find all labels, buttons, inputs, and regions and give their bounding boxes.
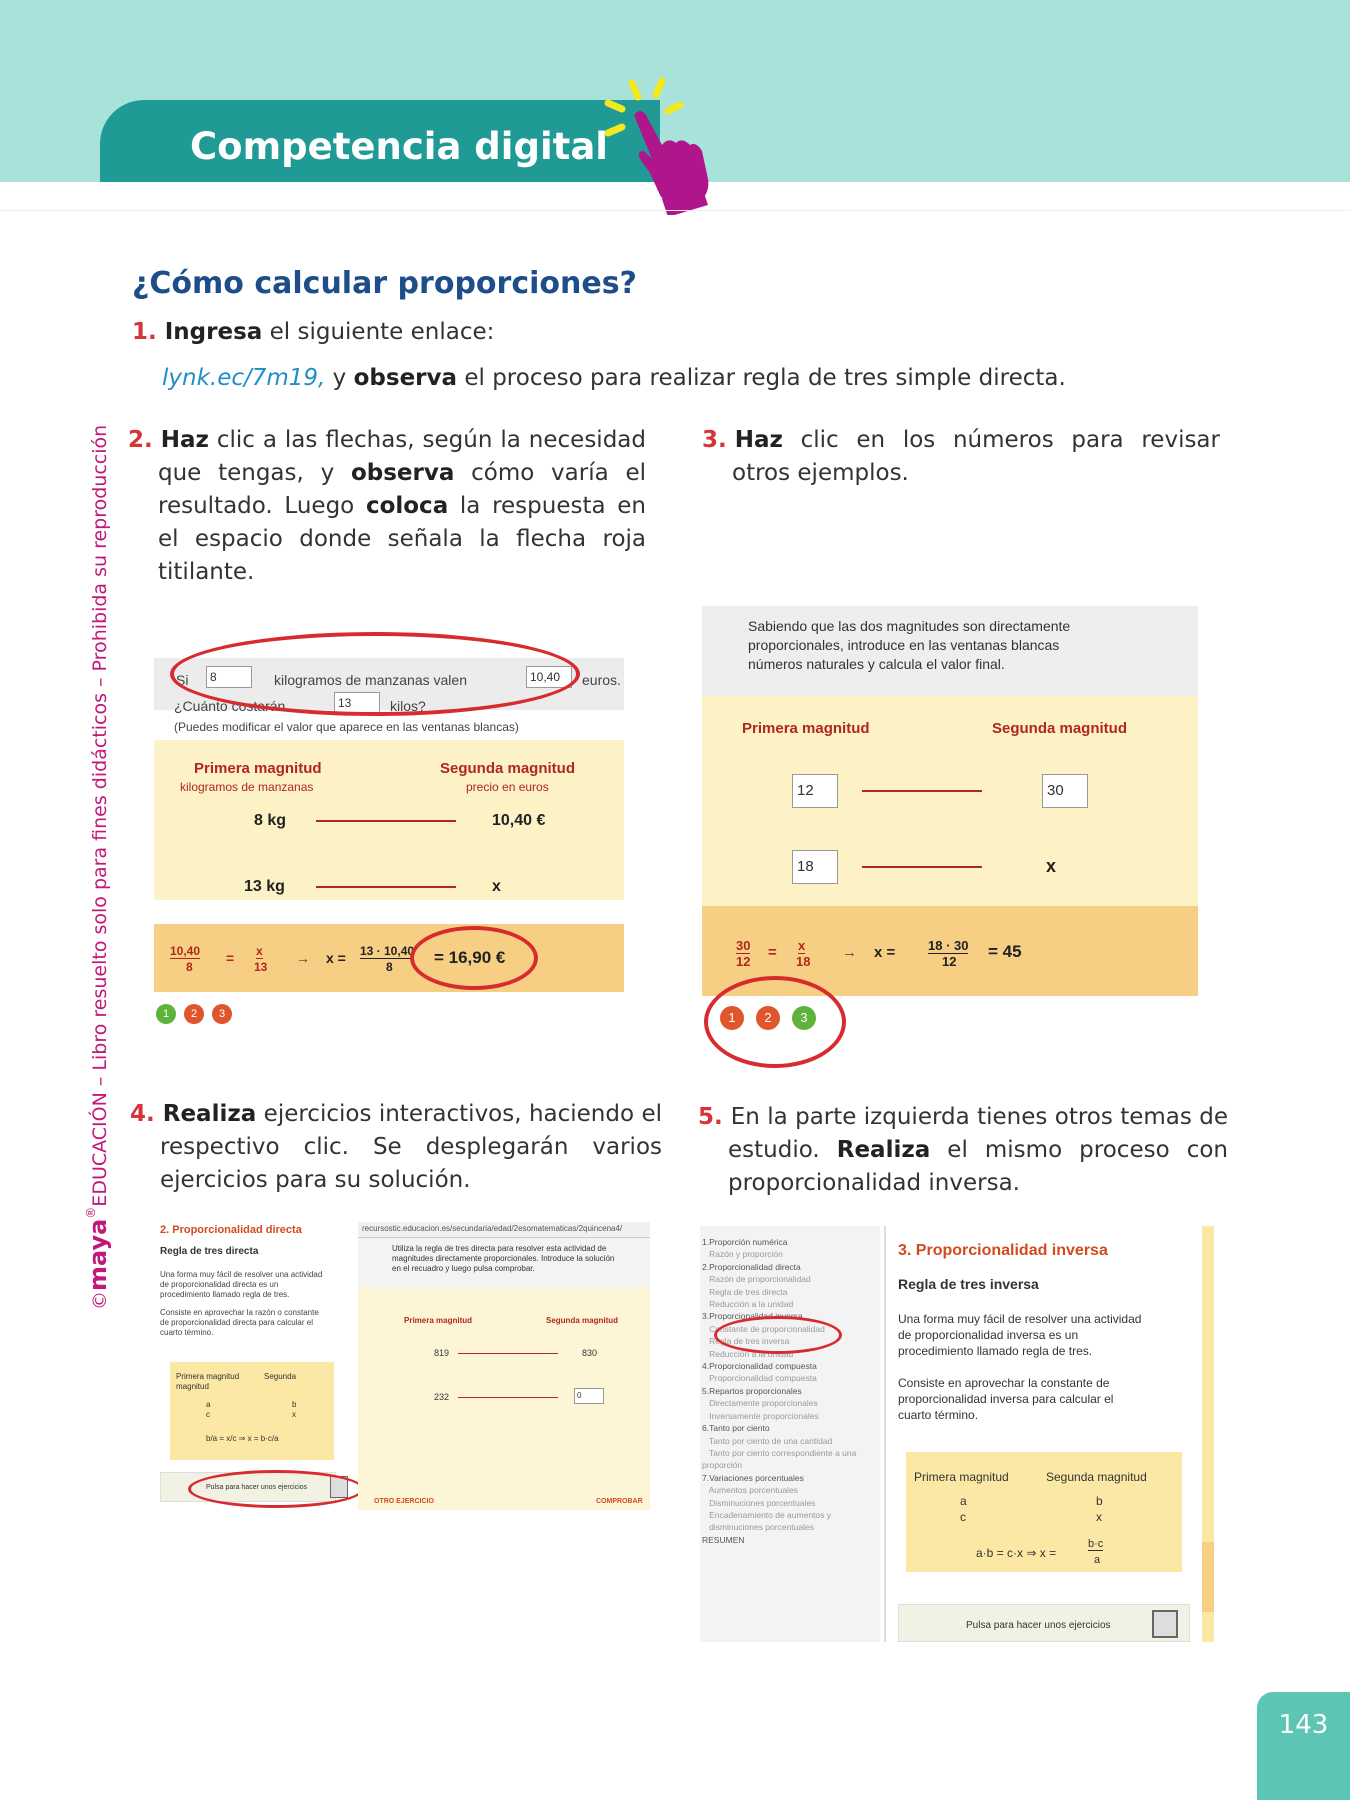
menu-item[interactable]: Regla de tres directa [702,1286,788,1297]
equals: = [226,950,235,966]
fraction-den: 8 [186,960,193,974]
shot1-header-2-sub: precio en euros [466,780,549,794]
menu-item[interactable]: Razón y proporción [702,1249,783,1260]
arrow-icon [862,790,982,792]
menu-item[interactable]: Aumentos porcentuales [702,1485,798,1496]
fraction-num: x [798,938,806,953]
check-button[interactable]: COMPROBAR [596,1498,643,1505]
shot4-var: a [960,1494,967,1508]
menu-item[interactable]: Reducción a la unidad [702,1348,794,1359]
shot4-text: de proporcionalidad inversa es un [898,1328,1079,1342]
step-3: 3. Haz clic en los números para revisar otros ejemplos. [702,427,1220,486]
shot3-h2: Segunda magnitud [546,1316,618,1325]
fraction-den: 18 [796,954,811,969]
shot3-text: Consiste en aprovechar la razón o constante [160,1308,319,1317]
shot1-label: kilos? [390,698,426,714]
example-1-button[interactable]: 1 [156,1004,176,1024]
shot3-text: Una forma muy fácil de resolver una actividad [160,1270,323,1279]
fraction-num: b·c [1088,1538,1104,1550]
menu-item[interactable]: proporción [702,1460,743,1471]
shot1-input-price[interactable]: 10,40 [526,666,572,688]
arrow-icon [458,1397,558,1398]
menu-item[interactable]: Directamente proporcionales [702,1398,818,1409]
shot1-label: Si [176,672,189,688]
shot2-input-2[interactable]: 30 [1042,774,1088,808]
menu-item[interactable]: Razón de proporcionalidad [702,1274,811,1285]
shot3-var: b [292,1400,297,1409]
shot3-inst: Utiliza la regla de tres directa para resolver esta actividad de [392,1244,607,1253]
arrow-icon [316,886,456,888]
menu-item[interactable]: 2.Proporcionalidad directa [702,1261,801,1272]
page-number: 143 [1278,1710,1329,1740]
copyright-notice: ©maya®EDUCACIÓN – Libro resuelto solo para fines didácticos – Prohibida su reproducción [84,424,112,1310]
shot4-text: cuarto término. [898,1408,979,1422]
menu-item[interactable]: Encadenamiento de aumentos y [702,1509,831,1520]
menu-item[interactable]: Inversamente proporcionales [702,1410,819,1421]
arrow-icon: → [842,944,857,961]
shot3-inst: magnitudes directamente proporcionales. Introduce la solución [392,1254,615,1263]
highlight-circle [410,926,538,990]
shot3-answer-input[interactable]: 0 [574,1388,604,1404]
menu-item[interactable]: 4.Proporcionalidad compuesta [702,1361,817,1372]
shot3-col2: Segunda [264,1372,297,1381]
menu-item[interactable]: Tanto por ciento correspondiente a una [702,1447,857,1458]
arrow-icon [316,820,456,822]
x-equals: x = [874,944,896,961]
shot3-var: c [206,1410,210,1419]
shot1-header-1: Primera magnitud [194,760,322,777]
shot4-col1: Primera magnitud [914,1470,1009,1484]
shot3-h1: Primera magnitud [404,1316,473,1325]
fraction-num: 18 · 30 [928,938,969,953]
shot3-n1: 819 [434,1348,450,1358]
step-5: 5. En la parte izquierda tienes otros temas de estudio. Realiza el mismo proceso con proporcionalidad inversa. [698,1104,1228,1196]
shot4-col2: Segunda magnitud [1046,1470,1147,1484]
shot3-col1: Primera magnitud [176,1372,240,1381]
shot3-formula: b/a = x/c ⇒ x = b·c/a [206,1434,279,1443]
fraction-den: 12 [736,954,751,969]
shot1-header-1-sub: kilogramos de manzanas [180,780,314,794]
shot1-label: kilogramos de manzanas valen [274,672,467,688]
lynk-link[interactable]: lynk.ec/7m19, [162,365,326,391]
shot2-intro: Sabiendo que las dos magnitudes son directamente [748,618,1071,634]
fraction-num: 10,40 [170,944,201,958]
menu-item[interactable]: disminuciones porcentuales [702,1522,814,1533]
example-1-button[interactable]: 1 [720,1006,744,1030]
shot2-input-1[interactable]: 12 [792,774,838,808]
shot4-var: b [1096,1494,1103,1508]
shot3-inst: en el recuadro y luego pulsa comprobar. [392,1264,535,1273]
shot3-var: x [292,1410,296,1419]
menu-item[interactable]: 7.Variaciones porcentuales [702,1472,804,1483]
address-url[interactable]: recursostic.educacion.es/secundaria/edad/2esomatematicas/2quincena4/ [362,1224,623,1233]
shot2-input-3[interactable]: 18 [792,850,838,884]
arrow-icon: → [296,950,310,966]
shot4-text: proporcionalidad inversa para calcular el [898,1392,1114,1406]
shot3-text: de proporcionalidad directa para calcular el [160,1318,313,1327]
menu-item[interactable]: Reducción a la unidad [702,1299,794,1310]
fraction-den: 8 [386,960,393,974]
step-2: 2. Haz clic a las flechas, según la necesidad que tengas, y observa cómo varía el resultado. Luego coloca la respuesta en el espacio donde señala la flecha roja titilante. [128,427,646,585]
shot3-var: a [206,1400,211,1409]
shot2-header-2: Segunda magnitud [992,720,1127,737]
shot4-text: Una forma muy fácil de resolver una actividad [898,1312,1142,1326]
shot1-hint: (Puedes modificar el valor que aparece en las ventanas blancas) [174,720,519,734]
menu-item[interactable]: RESUMEN [702,1534,745,1545]
example-3-button[interactable]: 3 [792,1006,816,1030]
example-2-button[interactable]: 2 [184,1004,204,1024]
page-number-tab [1257,1692,1350,1800]
fraction-den: 13 [254,960,268,974]
shot3-text: procedimiento llamado regla de tres. [160,1290,290,1299]
menu-item[interactable]: 5.Repartos proporcionales [702,1385,802,1396]
screenshot-inversa [700,1226,1214,1642]
highlight-ellipse [170,632,580,716]
example-2-button[interactable]: 2 [756,1006,780,1030]
shot3-n2: 830 [582,1348,598,1358]
arrow-icon [458,1353,558,1354]
shot1-label: euros. [582,672,621,688]
screenshot-ejercicios [156,1220,650,1522]
shot1-header-2: Segunda magnitud [440,760,575,777]
menu-item[interactable]: 3.Proporcionalidad inversa [702,1311,803,1322]
screenshot-regla-tres-directa [134,628,660,1040]
menu-item[interactable]: 6.Tanto por ciento [702,1423,770,1434]
highlight-ellipse [714,1316,842,1354]
shot2-x: x [1046,856,1057,876]
shot4-text: Consiste en aprovechar la constante de [898,1376,1110,1390]
x-equals: x = [326,950,346,966]
highlight-circle [704,976,846,1068]
shot4-sub: Regla de tres inversa [898,1276,1039,1292]
menu-item[interactable]: Disminuciones porcentuales [702,1497,816,1508]
shot4-exercise-button[interactable]: Pulsa para hacer unos ejercicios [966,1620,1111,1631]
main-heading: ¿Cómo calcular proporciones? [132,266,637,301]
step-4: 4. Realiza ejercicios interactivos, haciendo el respectivo clic. Se desplegarán varios ejercicios para su solución. [130,1101,662,1193]
shot2-header-1: Primera magnitud [742,720,870,737]
example-3-button[interactable]: 3 [212,1004,232,1024]
shot1-row2-left: 13 kg [244,878,285,895]
page-section-title: Competencia digital [190,125,608,168]
fraction-den: a [1094,1554,1101,1566]
equals: = [768,944,777,961]
shot1-row1-left: 8 kg [254,812,287,829]
shot3-text: cuarto término. [160,1328,214,1337]
shot3-n3: 232 [434,1392,450,1402]
shot1-row1-right: 10,40 € [492,812,546,829]
arrow-icon [862,866,982,868]
shot2-result: = 45 [988,942,1022,961]
shot4-text: procedimiento llamado regla de tres. [898,1344,1093,1358]
pointing-hand-icon [600,75,720,215]
fraction-num: x [256,944,263,958]
shot1-label: ¿Cuánto costarán [174,698,286,714]
shot4-var: c [960,1510,966,1524]
shot1-input-kg[interactable]: 8 [206,666,252,688]
menu-item[interactable]: Regla de tres inversa [702,1336,790,1347]
shot3-sub: Regla de tres directa [160,1246,259,1257]
step-1-detail: lynk.ec/7m19, y observa el proceso para realizar regla de tres simple directa. [162,365,1066,391]
shot1-input-kg2[interactable]: 13 [334,692,380,714]
fraction-den: 12 [942,954,957,969]
shot2-intro: proporcionales, introduce en las ventanas blancas [748,637,1060,653]
shot3-title: 2. Proporcionalidad directa [160,1224,302,1236]
shot3-text: de proporcionalidad directa es un [160,1280,279,1289]
shot2-intro: números naturales y calcula el valor final. [748,656,1005,672]
shot4-formula: a·b = c·x ⇒ x = [976,1546,1057,1560]
shot1-result: = 16,90 € [434,948,506,967]
shot4-var: x [1096,1510,1102,1524]
shot3-exercise-button[interactable]: Pulsa para hacer unos ejercicios [206,1484,308,1491]
document-icon [1152,1610,1178,1638]
header-divider [0,210,1350,211]
shot1-row2-right: x [492,878,501,895]
shot3-col1: magnitud [176,1382,209,1391]
other-exercise-button[interactable]: OTRO EJERCICIO [374,1498,434,1505]
menu-item[interactable]: Tanto por ciento de una cantidad [702,1435,833,1446]
fraction-num: 13 · 10,40 [360,944,415,958]
menu-item[interactable]: Proporcionalidad compuesta [702,1373,817,1384]
shot4-title: 3. Proporcionalidad inversa [898,1242,1108,1259]
highlight-ellipse [188,1470,364,1508]
scrollbar-thumb[interactable] [1202,1542,1214,1612]
step-1: 1. Ingresa el siguiente enlace: [132,319,495,345]
menu-item[interactable]: 1.Proporción numérica [702,1237,788,1247]
menu-item[interactable]: Constante de proporcionalidad [702,1323,825,1334]
fraction-num: 30 [736,938,751,953]
screenshot-examples [702,606,1198,1072]
